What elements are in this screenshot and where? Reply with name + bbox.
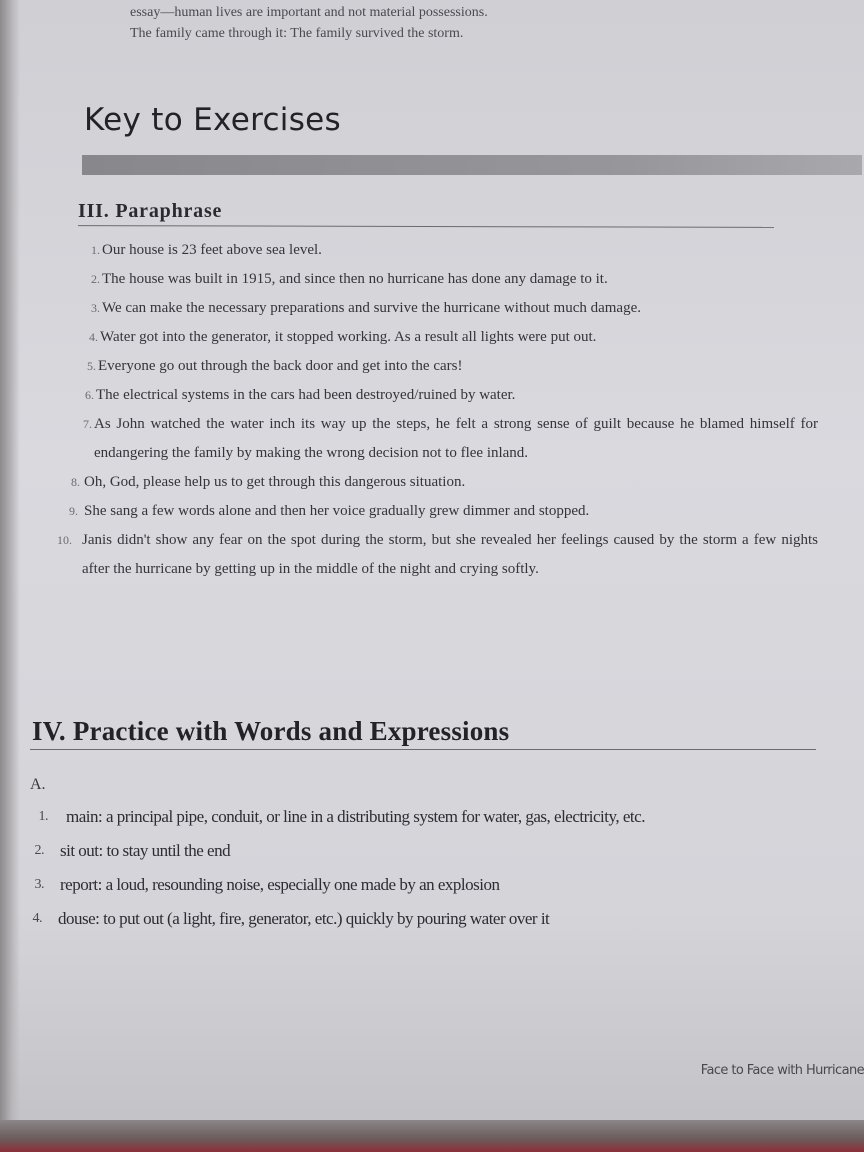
item-number: 5. xyxy=(87,359,96,373)
list-item xyxy=(69,497,818,526)
page-edge-band xyxy=(0,1120,864,1152)
item-number: 2. xyxy=(91,272,100,286)
list-item xyxy=(30,902,830,936)
list-item xyxy=(78,410,818,468)
item-number: 4. xyxy=(89,330,98,344)
section-3-rule xyxy=(78,225,774,228)
item-number: 2. xyxy=(34,843,44,858)
carryover-line-1: essay—human lives are important and not material possessions. xyxy=(130,5,488,20)
item-text: douse: to put out (a light, fire, generator, etc.) quickly by pouring water over it xyxy=(58,909,550,928)
item-number: 7. xyxy=(83,417,92,431)
item-text: We can make the necessary preparations and survive the hurricane without much damage. xyxy=(102,300,641,316)
running-footer: Face to Face with Hurricane xyxy=(700,1063,864,1078)
item-number: 6. xyxy=(85,388,94,402)
item-text: Janis didn't show any fear on the spot during the storm, but she revealed her feelings caused by the storm a few nights after the hurricane by getting up in the middle of the night and crying softly. xyxy=(82,532,818,577)
subsection-label: A. xyxy=(30,776,46,793)
page-gutter-shadow xyxy=(0,0,20,1140)
item-text: Our house is 23 feet above sea level. xyxy=(102,242,322,258)
list-item xyxy=(78,352,818,381)
paraphrase-list xyxy=(57,236,818,584)
item-number: 4. xyxy=(32,911,42,926)
title-underline-bar xyxy=(82,155,862,175)
list-item xyxy=(30,868,830,902)
list-item xyxy=(78,236,818,265)
item-text: Water got into the generator, it stopped working. As a result all lights were put out. xyxy=(100,329,597,345)
list-item xyxy=(78,265,818,294)
section-4-heading: IV. Practice with Words and Expressions xyxy=(32,716,510,746)
item-text: report: a loud, resounding noise, especially one made by an explosion xyxy=(60,875,500,894)
list-item xyxy=(78,381,818,410)
section-4-rule xyxy=(30,749,816,750)
item-text: The house was built in 1915, and since then no hurricane has done any damage to it. xyxy=(102,271,608,287)
list-item xyxy=(57,526,818,584)
item-text: Everyone go out through the back door and get into the cars! xyxy=(98,358,463,374)
item-text: main: a principal pipe, conduit, or line in a distributing system for water, gas, electricity, etc. xyxy=(66,807,645,826)
item-text: sit out: to stay until the end xyxy=(60,841,231,860)
list-item xyxy=(30,800,830,834)
list-item xyxy=(78,294,818,323)
carryover-text xyxy=(130,2,488,44)
list-item xyxy=(71,468,818,497)
item-number: 8. xyxy=(71,475,80,489)
carryover-line-2: The family came through it: The family survived the storm. xyxy=(130,26,464,41)
item-number: 3. xyxy=(91,301,100,315)
item-number: 10. xyxy=(57,533,72,547)
item-text: The electrical systems in the cars had been destroyed/ruined by water. xyxy=(96,387,516,403)
list-item xyxy=(30,834,830,868)
item-text: As John watched the water inch its way up the steps, he felt a strong sense of guilt because he blamed himself for endangering the family by making the wrong decision not to flee inland. xyxy=(94,416,818,461)
page-title: Key to Exercises xyxy=(84,102,341,138)
item-text: She sang a few words alone and then her voice gradually grew dimmer and stopped. xyxy=(84,503,590,519)
vocabulary-list xyxy=(30,800,830,936)
section-3-heading: III. Paraphrase xyxy=(78,200,223,222)
item-number: 9. xyxy=(69,504,78,518)
item-text: Oh, God, please help us to get through this dangerous situation. xyxy=(84,474,466,490)
item-number: 1. xyxy=(91,243,100,257)
item-number: 1. xyxy=(38,809,48,824)
list-item xyxy=(78,323,818,352)
item-number: 3. xyxy=(34,877,44,892)
